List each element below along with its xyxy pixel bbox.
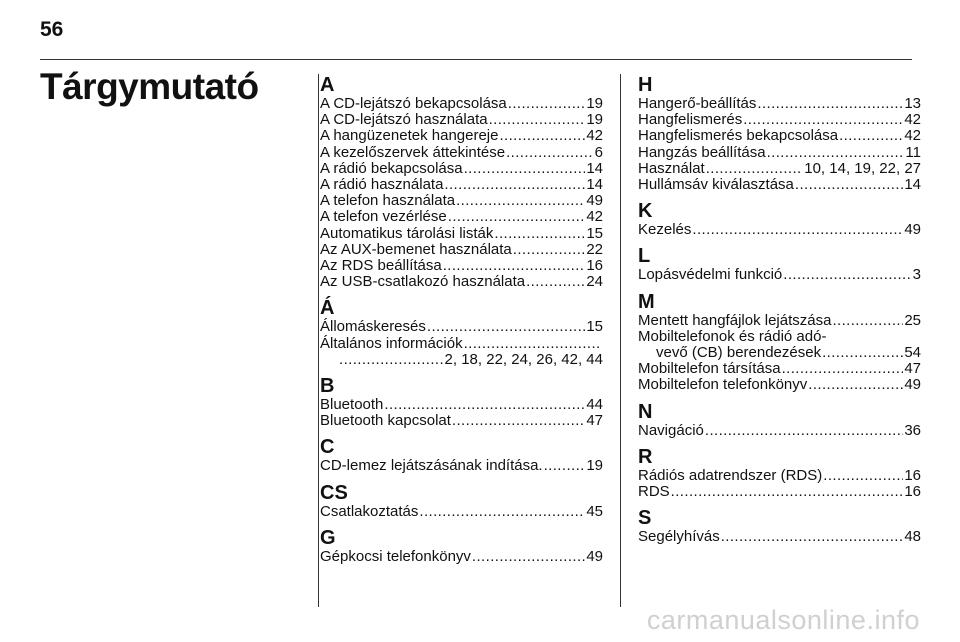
index-entry[interactable]	[320, 549, 603, 565]
entry-page: 19	[586, 95, 603, 112]
index-column-left	[320, 74, 603, 572]
index-entry[interactable]	[638, 313, 921, 329]
entry-text: Az RDS beállítása	[320, 257, 442, 275]
index-entry[interactable]	[320, 242, 603, 258]
entry-text: A CD-lejátszó bekapcsolása	[320, 95, 507, 112]
index-entry[interactable]	[320, 112, 603, 128]
index-entry[interactable]	[320, 161, 603, 177]
index-entry[interactable]	[320, 258, 603, 274]
index-entry[interactable]	[638, 267, 921, 283]
entry-text: RDS	[638, 483, 670, 501]
dot-leader	[783, 267, 911, 283]
letter-group	[638, 401, 921, 439]
entry-text: Gépkocsi telefonkönyv	[320, 547, 471, 565]
column-divider-left	[318, 74, 319, 607]
letter-group	[320, 436, 603, 474]
dot-leader	[782, 361, 904, 377]
index-letter-heading: N	[638, 400, 653, 423]
entry-text: Hangzás beállítása	[638, 143, 766, 161]
letter-group	[320, 74, 603, 290]
dot-leader	[839, 128, 903, 144]
dot-leader	[721, 529, 904, 545]
entry-text: Csatlakoztatás	[320, 502, 419, 520]
index-letter-heading: CS	[320, 481, 348, 504]
letter-group	[638, 245, 921, 283]
index-entry[interactable]	[638, 345, 921, 361]
dot-leader	[671, 484, 904, 500]
index-entry[interactable]	[320, 458, 603, 474]
entry-text: Mentett hangfájlok lejátszása	[638, 311, 832, 329]
letter-group	[320, 527, 603, 565]
index-column-right	[638, 74, 921, 552]
index-entry[interactable]	[638, 423, 921, 439]
entry-page: 14	[586, 159, 603, 177]
index-letter-heading: L	[638, 245, 651, 268]
index-entry[interactable]	[320, 193, 603, 209]
index-entry[interactable]	[320, 274, 603, 290]
entry-text: Mobiltelefon társítása	[638, 360, 781, 378]
entry-text: Hangfelismerés bekapcsolása	[638, 127, 839, 145]
entry-text: Automatikus tárolási listák	[320, 224, 494, 242]
entry-page: 42	[586, 208, 603, 226]
entry-page: 42	[586, 127, 603, 145]
entry-page: 54	[904, 344, 921, 362]
entry-text: Navigáció	[638, 421, 704, 439]
entry-page: 14	[586, 176, 603, 194]
entry-page: 15	[586, 224, 603, 242]
watermark-text: carmanualsonline.info	[646, 605, 920, 635]
letter-group	[638, 74, 921, 193]
letter-group	[320, 297, 603, 368]
dot-leader	[832, 313, 903, 329]
page-number: 56	[40, 18, 64, 41]
dot-leader	[494, 226, 585, 242]
index-entry[interactable]	[638, 468, 921, 484]
dot-leader	[464, 161, 586, 177]
dot-leader	[808, 377, 903, 393]
entry-text: A telefon használata	[320, 192, 456, 210]
index-entry[interactable]	[638, 377, 921, 393]
entry-page: 25	[904, 311, 921, 329]
entry-page: 47	[586, 412, 603, 430]
letter-group	[320, 375, 603, 429]
index-entry[interactable]	[638, 96, 921, 112]
column-divider-right	[620, 74, 621, 607]
entry-page: 16	[904, 483, 921, 501]
entry-text: Rádiós adatrendszer (RDS)	[638, 466, 823, 484]
entry-text: A CD-lejátszó használata	[320, 111, 488, 129]
header-rule	[40, 59, 912, 60]
index-entry[interactable]	[638, 222, 921, 238]
index-entry[interactable]	[638, 177, 921, 193]
entry-page: 48	[904, 528, 921, 546]
entry-page: 13	[904, 95, 921, 112]
index-entry[interactable]	[638, 329, 921, 345]
index-entry[interactable]	[638, 529, 921, 545]
entry-text: Állomáskeresés	[320, 318, 426, 336]
entry-text: Hangfelismerés	[638, 111, 743, 129]
entry-page: 42	[904, 111, 921, 129]
entry-text: Bluetooth	[320, 396, 384, 414]
entry-page: 16	[586, 257, 603, 275]
index-letter-heading: Á	[320, 297, 335, 320]
dot-leader	[767, 145, 905, 161]
dot-leader	[339, 352, 444, 368]
index-entry[interactable]	[320, 504, 603, 520]
dot-leader	[706, 161, 804, 177]
entry-page: 19	[586, 457, 603, 475]
index-entry[interactable]	[320, 319, 603, 335]
entry-text: Az AUX-bemenet használata	[320, 240, 512, 258]
entry-text: Hullámsáv kiválasztása	[638, 176, 794, 194]
entry-page: 19	[586, 111, 603, 129]
index-letter-heading: K	[638, 200, 653, 223]
entry-text: Segélyhívás	[638, 528, 720, 546]
entry-text: Használat	[638, 159, 705, 177]
entry-text: Mobiltelefonok és rádió adó-	[638, 327, 827, 345]
index-entry[interactable]	[320, 336, 603, 352]
index-entry[interactable]	[320, 128, 603, 144]
dot-leader	[508, 96, 586, 112]
index-letter-heading: H	[638, 74, 653, 96]
dot-leader	[705, 423, 903, 439]
index-entry[interactable]	[320, 226, 603, 242]
entry-page: 16	[904, 466, 921, 484]
letter-group	[638, 200, 921, 238]
index-entry[interactable]	[320, 209, 603, 225]
dot-leader	[544, 458, 586, 474]
index-entry[interactable]	[320, 397, 603, 413]
entry-page: 49	[904, 221, 921, 239]
index-letter-heading: A	[320, 74, 335, 96]
dot-leader	[452, 413, 585, 429]
page-title: Tárgymutató	[40, 66, 259, 107]
entry-page: 44	[586, 396, 603, 414]
entry-page: 15	[586, 318, 603, 336]
dot-leader	[443, 258, 586, 274]
dot-leader	[489, 112, 586, 128]
index-entry[interactable]	[638, 128, 921, 144]
letter-group	[638, 507, 921, 545]
entry-text: Hangerő-beállítás	[638, 95, 757, 112]
dot-leader	[464, 336, 602, 352]
entry-text: Lopásvédelmi funkció	[638, 266, 783, 284]
dot-leader	[822, 345, 903, 361]
index-entry[interactable]	[638, 161, 921, 177]
entry-text: CD-lemez lejátszásának indítása.	[320, 457, 543, 475]
dot-leader	[472, 549, 585, 565]
dot-leader	[456, 193, 585, 209]
dot-leader	[444, 177, 585, 193]
dot-leader	[448, 209, 586, 225]
entry-page: 47	[904, 360, 921, 378]
letter-group	[320, 482, 603, 520]
dot-leader	[526, 274, 585, 290]
dot-leader	[692, 222, 903, 238]
index-letter-heading: B	[320, 375, 335, 398]
index-letter-heading: R	[638, 445, 653, 468]
entry-text: Az USB-csatlakozó használata	[320, 273, 526, 291]
index-letter-heading: M	[638, 290, 655, 313]
entry-text: Mobiltelefon telefonkönyv	[638, 376, 808, 394]
entry-page: 3	[912, 266, 921, 284]
dot-leader	[384, 397, 585, 413]
entry-page: 2, 18, 22, 24, 26, 42, 44	[444, 350, 603, 368]
entry-text: Kezelés	[638, 221, 692, 239]
entry-page: 14	[904, 176, 921, 194]
index-entry[interactable]	[320, 96, 603, 112]
dot-leader	[823, 468, 903, 484]
dot-leader	[513, 242, 586, 258]
dot-leader	[427, 319, 585, 335]
index-entry[interactable]	[320, 177, 603, 193]
entry-text: Általános információk	[320, 334, 463, 352]
entry-page: 45	[586, 502, 603, 520]
letter-group	[638, 446, 921, 500]
entry-text: Bluetooth kapcsolat	[320, 412, 451, 430]
index-entry[interactable]	[320, 413, 603, 429]
entry-page: 49	[904, 376, 921, 394]
entry-page: 42	[904, 127, 921, 145]
index-letter-heading: S	[638, 507, 652, 530]
entry-text: A rádió bekapcsolása	[320, 159, 463, 177]
entry-page: 11	[905, 143, 921, 161]
entry-text: A kezelőszervek áttekintése	[320, 143, 506, 161]
entry-text: A rádió használata	[320, 176, 444, 194]
index-entry[interactable]	[320, 145, 603, 161]
entry-text: vevő (CB) berendezések	[656, 344, 822, 362]
dot-leader	[757, 96, 903, 112]
entry-text: A telefon vezérlése	[320, 208, 447, 226]
entry-page: 49	[586, 192, 603, 210]
dot-leader	[506, 145, 594, 161]
entry-page: 36	[904, 421, 921, 439]
dot-leader	[419, 504, 585, 520]
index-entry[interactable]	[638, 484, 921, 500]
index-entry[interactable]	[638, 112, 921, 128]
index-entry[interactable]	[638, 361, 921, 377]
dot-leader	[499, 128, 585, 144]
entry-page: 22	[586, 240, 603, 258]
entry-page: 6	[594, 143, 603, 161]
entry-text: A hangüzenetek hangereje	[320, 127, 499, 145]
index-entry[interactable]	[638, 145, 921, 161]
entry-page: 49	[586, 547, 603, 565]
entry-page: 10, 14, 19, 22, 27	[804, 159, 921, 177]
letter-group	[638, 291, 921, 394]
dot-leader	[795, 177, 903, 193]
index-letter-heading: G	[320, 526, 336, 549]
dot-leader	[743, 112, 903, 128]
index-letter-heading: C	[320, 436, 335, 459]
index-entry[interactable]	[320, 352, 603, 368]
entry-page: 24	[586, 273, 603, 291]
